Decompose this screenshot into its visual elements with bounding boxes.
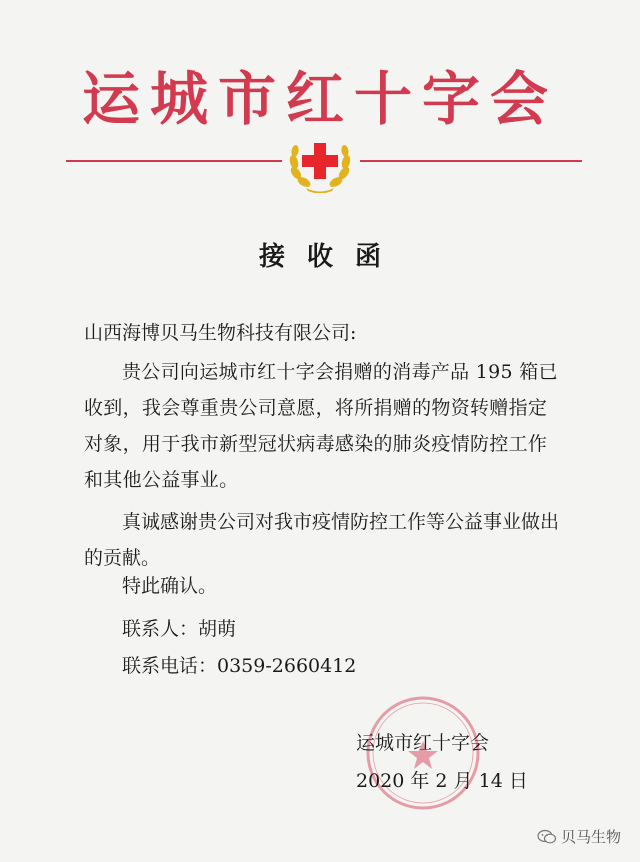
contact-person: 联系人：胡萌 (122, 618, 237, 640)
signature-date: 2020 年 2 月 14 日 (356, 770, 528, 792)
confirmation-line: 特此确认。 (122, 575, 218, 597)
contact-phone: 联系电话：0359-2660412 (122, 655, 357, 677)
letter-heading: 接收函 (258, 242, 403, 272)
watermark-text: 贝马生物 (561, 828, 622, 846)
letterhead-rule-right (360, 160, 582, 162)
letterhead-title: 运城市红十字会 (81, 65, 558, 133)
addressee: 山西海博贝马生物科技有限公司: (84, 322, 357, 344)
red-cross-wheat-emblem-icon (286, 133, 354, 193)
body-paragraph-donation: 贵公司向运城市红十字会捐赠的消毒产品 195 箱已收到，我会尊重贵公司意愿，将所捐赠的物资转赠指定对象，用于我市新型冠状病毒感染的肺炎疫情防控工作和其他公益事业。 (84, 361, 558, 491)
body-paragraph-thanks: 真诚感谢贵公司对我市疫情防控工作等公益事业做出的贡献。 (84, 511, 560, 569)
signature-organization: 运城市红十字会 (356, 732, 490, 754)
watermark (537, 826, 621, 847)
wechat-icon (537, 829, 557, 845)
letterhead-rule-left (66, 160, 282, 162)
